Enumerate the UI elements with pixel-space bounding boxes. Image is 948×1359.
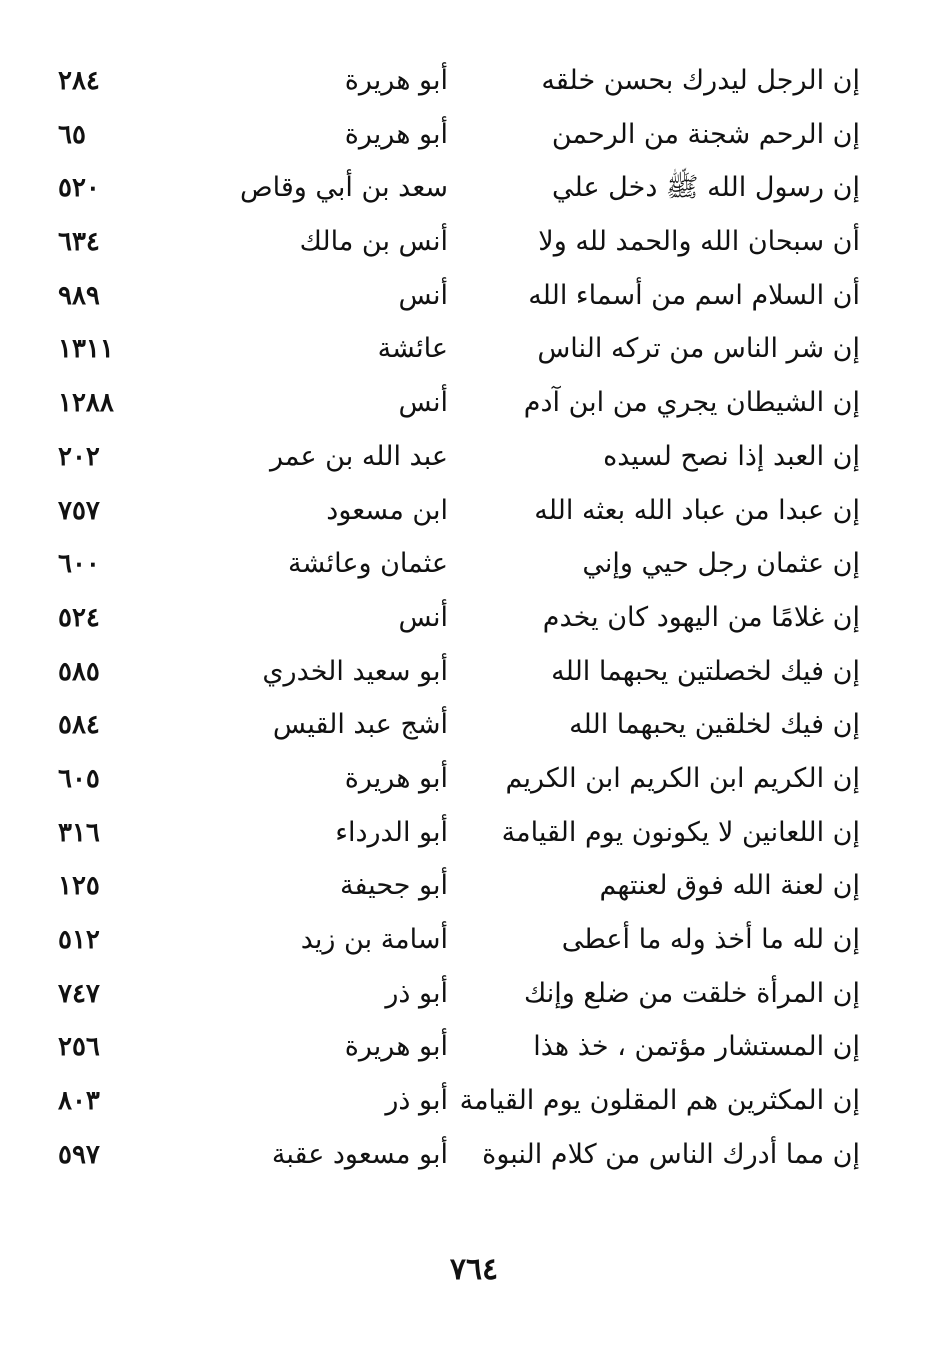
narrator-name: أبو هريرة: [344, 65, 448, 96]
index-row: [40, 700, 860, 754]
narrator-name: ابن مسعود: [326, 494, 448, 526]
index-row: [40, 1076, 860, 1130]
narrator-name: أبو مسعود عقبة: [271, 1138, 448, 1170]
hadith-text: إن الشيطان يجري من ابن آدم: [523, 387, 860, 419]
page-reference: ٥٢٠: [58, 173, 100, 204]
narrator-name: عبد الله بن عمر: [269, 440, 448, 472]
page-reference: ٦٠٠: [58, 549, 100, 580]
narrator-name: أبو هريرة: [344, 1031, 448, 1063]
index-row: [40, 969, 860, 1023]
page-reference: ٥٩٧: [58, 1139, 100, 1170]
index-row: [40, 754, 860, 808]
page-reference: ٢٨٤: [58, 66, 100, 96]
narrator-name: أنس: [398, 279, 448, 311]
hadith-text: إن الرجل ليدرك بحسن خلقه: [541, 65, 860, 96]
hadith-text: إن المرأة خلقت من ضلع وإنك: [524, 977, 860, 1009]
page-reference: ٧٤٧: [58, 978, 100, 1009]
hadith-text: إن الكريم ابن الكريم ابن الكريم: [505, 762, 860, 794]
hadith-text: إن المكثرين هم المقلون يوم القيامة: [459, 1085, 860, 1117]
page-reference: ٢٥٦: [58, 1032, 100, 1063]
index-row: [40, 808, 860, 862]
narrator-name: أبو هريرة: [344, 762, 448, 794]
index-row: [40, 861, 860, 915]
index-row: [40, 915, 860, 969]
hadith-text: إن اللعانين لا يكونون يوم القيامة: [501, 816, 860, 848]
index-row: [40, 163, 860, 217]
index-row: [40, 1130, 860, 1184]
narrator-name: أنس بن مالك: [299, 226, 448, 258]
index-row: [40, 271, 860, 325]
index-row: [40, 593, 860, 647]
page-reference: ٥٨٤: [58, 710, 100, 741]
hadith-text: إن مما أدرك الناس من كلام النبوة: [482, 1138, 860, 1170]
narrator-name: أبو هريرة: [344, 118, 448, 150]
hadith-text: إن الرحم شجنة من الرحمن: [551, 118, 860, 150]
hadith-text: إن لعنة الله فوق لعنتهم: [599, 870, 860, 902]
hadith-text: إن غلامًا من اليهود كان يخدم: [542, 601, 860, 633]
hadith-text: إن عثمان رجل حيي وإني: [582, 548, 860, 580]
hadith-index-table: [40, 56, 860, 1183]
hadith-text: إن شر الناس من تركه الناس: [537, 333, 860, 365]
index-row: [40, 324, 860, 378]
hadith-text: إن عبدا من عباد الله بعثه الله: [534, 494, 860, 526]
page-reference: ٦٠٥: [58, 763, 100, 794]
hadith-text: إن فيك لخلقين يحبهما الله: [569, 709, 860, 741]
narrator-name: أنس: [398, 387, 448, 419]
hadith-text: إن المستشار مؤتمن ، خذ هذا: [533, 1031, 860, 1063]
page-reference: ٣١٦: [58, 817, 100, 848]
narrator-name: أبو الدرداء: [335, 816, 448, 848]
hadith-text: إن رسول الله ﷺ دخل علي: [552, 172, 860, 204]
page-reference: ٧٥٧: [58, 495, 100, 526]
index-row: [40, 378, 860, 432]
page-reference: ٨٠٣: [58, 1086, 100, 1117]
page-reference: ١٢٨٨: [58, 388, 114, 419]
index-row: [40, 647, 860, 701]
hadith-text: أن السلام اسم من أسماء الله: [528, 279, 860, 311]
page-reference: ٥٢٤: [58, 602, 100, 633]
page-reference: ٥٨٥: [58, 656, 100, 687]
index-row: [40, 1022, 860, 1076]
page-reference: ١٣١١: [58, 334, 114, 365]
page-reference: ٩٨٩: [58, 280, 100, 311]
narrator-name: عثمان وعائشة: [288, 548, 448, 580]
hadith-text: إن لله ما أخذ وله ما أعطى: [561, 924, 860, 955]
hadith-text: إن العبد إذا نصح لسيده: [603, 440, 860, 472]
narrator-name: عائشة: [377, 333, 448, 365]
page-reference: ٢٠٢: [58, 441, 100, 472]
index-row: [40, 217, 860, 271]
narrator-name: أنس: [398, 601, 448, 633]
page-reference: ٥١٢: [58, 925, 100, 955]
hadith-text: أن سبحان الله والحمد لله ولا: [538, 226, 860, 258]
narrator-name: أبو ذر: [385, 1085, 448, 1117]
hadith-text: إن فيك لخصلتين يحبهما الله: [551, 655, 860, 687]
narrator-name: سعد بن أبي وقاص: [240, 172, 448, 204]
index-row: [40, 56, 860, 110]
page-reference: ٦٣٤: [58, 227, 100, 258]
narrator-name: أبو جحيفة: [340, 870, 448, 902]
index-row: [40, 486, 860, 540]
narrator-name: أبو سعيد الخدري: [262, 655, 448, 687]
index-row: [40, 432, 860, 486]
index-row: [40, 539, 860, 593]
page-number: ٧٦٤: [449, 1252, 499, 1287]
narrator-name: أسامة بن زيد: [300, 924, 448, 955]
narrator-name: أبو ذر: [385, 977, 448, 1009]
page-reference: ١٢٥: [58, 871, 100, 902]
page-reference: ٦٥: [58, 119, 86, 150]
narrator-name: أشج عبد القيس: [272, 709, 448, 741]
index-row: [40, 110, 860, 164]
